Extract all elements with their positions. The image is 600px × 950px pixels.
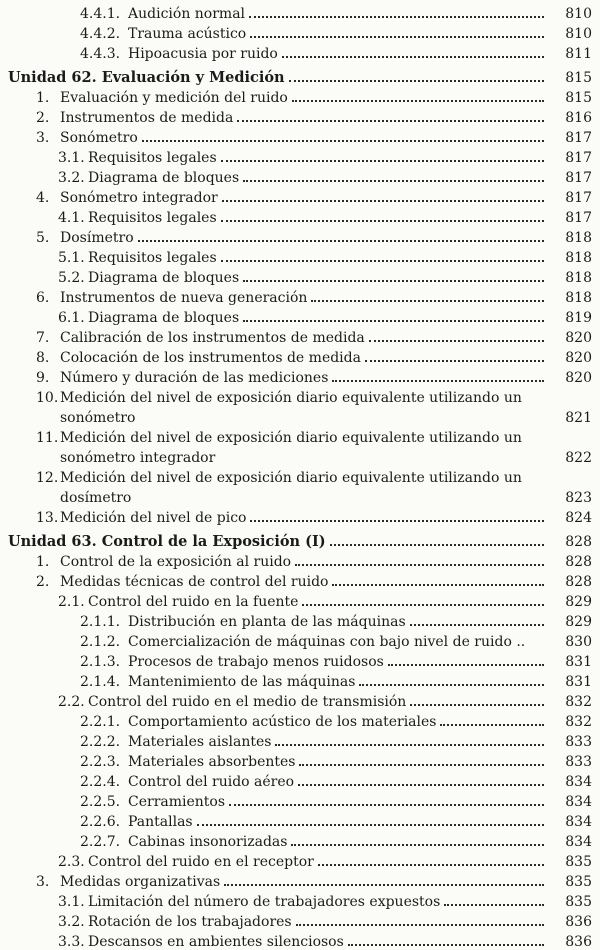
dot-leader bbox=[243, 320, 544, 322]
toc-entry-title: Evaluación y medición del ruido bbox=[60, 90, 288, 106]
toc-entry-page-number: 835 bbox=[565, 874, 592, 890]
toc-entry-title: Número y duración de las mediciones bbox=[60, 370, 329, 386]
toc-entry-page-number: 828 bbox=[565, 554, 592, 570]
toc-entry bbox=[80, 750, 592, 770]
toc-entry-page-number: 828 bbox=[565, 574, 592, 590]
toc-entry-number: 2.1.4. bbox=[80, 674, 121, 690]
toc-entry-title: Mantenimiento de las máquinas bbox=[128, 674, 356, 690]
toc-entry bbox=[36, 86, 592, 106]
toc-entry-number: 6.1. bbox=[58, 310, 85, 326]
toc-entry bbox=[36, 550, 592, 570]
toc-entry-page-number: 836 bbox=[565, 914, 592, 930]
toc-entry-continuation bbox=[60, 406, 592, 426]
toc-entry-page-number: 833 bbox=[565, 754, 592, 770]
toc-entry bbox=[80, 770, 592, 790]
toc-entry-title: Diagrama de bloques bbox=[88, 170, 240, 186]
dot-leader bbox=[237, 120, 544, 122]
toc-entry-page-number: 817 bbox=[565, 170, 592, 186]
toc-entry-page-number: 834 bbox=[565, 834, 592, 850]
toc-entry-page-number: 829 bbox=[565, 614, 592, 630]
toc-entry-title: Instrumentos de medida bbox=[60, 110, 234, 126]
toc-entry-title: Requisitos legales bbox=[88, 150, 217, 166]
toc-entry-title-continued: sonómetro integrador bbox=[60, 450, 216, 466]
toc-entry bbox=[36, 426, 592, 446]
toc-entry-page-number: 829 bbox=[565, 594, 592, 610]
toc-unit-heading bbox=[8, 66, 592, 86]
toc-entry-title: Limitación del número de trabajadores expuestos bbox=[88, 894, 441, 910]
toc-entry bbox=[36, 466, 592, 486]
toc-entry-number: 2.1.2. bbox=[80, 634, 121, 650]
toc-entry-page-number: 834 bbox=[565, 794, 592, 810]
toc-entry bbox=[80, 790, 592, 810]
toc-entry-title: Descansos en ambientes silenciosos bbox=[88, 934, 344, 950]
toc-entry-number: 2.2.6. bbox=[80, 814, 121, 830]
toc-entry-number: 3. bbox=[36, 130, 50, 146]
toc-entry bbox=[36, 366, 592, 386]
toc-entry-title: Control del ruido aéreo bbox=[128, 774, 295, 790]
dot-leader bbox=[298, 784, 544, 786]
toc-entry bbox=[36, 226, 592, 246]
toc-entry-number: 1. bbox=[36, 554, 50, 570]
toc-entry bbox=[80, 610, 592, 630]
toc-entry-title: Control de la exposición al ruido bbox=[60, 554, 292, 570]
toc-entry-title: Procesos de trabajo menos ruidosos bbox=[128, 654, 384, 670]
toc-entry-number: 6. bbox=[36, 290, 50, 306]
toc-entry-title: Control del ruido en el medio de transmisión bbox=[88, 694, 407, 710]
toc-entry bbox=[58, 890, 592, 910]
dot-leader bbox=[332, 380, 544, 382]
dot-leader bbox=[369, 340, 544, 342]
toc-entry-title: Calibración de los instrumentos de medida bbox=[60, 330, 365, 346]
toc-entry-number: 2. bbox=[36, 574, 50, 590]
toc-entry bbox=[80, 810, 592, 830]
dot-leader bbox=[289, 80, 544, 82]
toc-entry-continuation bbox=[60, 486, 592, 506]
toc-entry bbox=[80, 2, 592, 22]
toc-entry bbox=[58, 306, 592, 326]
toc-entry-title: Comportamiento acústico de los materiales bbox=[128, 714, 437, 730]
dot-leader bbox=[243, 180, 544, 182]
toc-entry-number: 2.1. bbox=[58, 594, 85, 610]
toc-entry-number: 3.2. bbox=[58, 914, 85, 930]
toc-entry-number: 4. bbox=[36, 190, 50, 206]
toc-entry-title: Requisitos legales bbox=[88, 210, 217, 226]
unit-title: Unidad 63. Control de la Exposición (I) bbox=[8, 533, 326, 550]
toc-entry-page-number: 835 bbox=[565, 854, 592, 870]
toc-entry-number: 2.2.2. bbox=[80, 734, 121, 750]
dot-leader bbox=[250, 36, 544, 38]
toc-entry-number: 7. bbox=[36, 330, 50, 346]
dot-leader bbox=[365, 360, 544, 362]
dot-leader bbox=[197, 824, 544, 826]
toc-entry-page-number: 831 bbox=[565, 674, 592, 690]
toc-entry-title: Requisitos legales bbox=[88, 250, 217, 266]
toc-entry-page-number: 810 bbox=[565, 26, 592, 42]
dot-leader bbox=[410, 624, 544, 626]
toc-entry-title: Medidas técnicas de control del ruido bbox=[60, 574, 329, 590]
toc-entry-number: 3.1. bbox=[58, 150, 85, 166]
toc-entry-number: 1. bbox=[36, 90, 50, 106]
toc-entry-title: Control del ruido en la fuente bbox=[88, 594, 299, 610]
toc-entry-title: Hipoacusia por ruido bbox=[128, 46, 278, 62]
toc-entry-page-number: 818 bbox=[565, 230, 592, 246]
toc-entry-number: 2.2.3. bbox=[80, 754, 121, 770]
toc-entry-title: Medidas organizativas bbox=[60, 874, 221, 890]
toc-entry-page-number: 831 bbox=[565, 654, 592, 670]
toc-entry-title: Medición del nivel de exposición diario equivalente utilizando un bbox=[60, 430, 522, 446]
toc-entry-page-number: 828 bbox=[565, 534, 592, 550]
toc-entry-title: Medición del nivel de exposición diario equivalente utilizando un bbox=[60, 470, 522, 486]
toc-entry-page-number: 834 bbox=[565, 814, 592, 830]
toc-entry-number: 3. bbox=[36, 874, 50, 890]
dot-leader bbox=[359, 684, 544, 686]
toc-entry-number: 2.1.1. bbox=[80, 614, 121, 630]
toc-entry-title: Materiales absorbentes bbox=[128, 754, 296, 770]
dot-leader bbox=[410, 704, 544, 706]
toc-entry-page-number: 810 bbox=[565, 6, 592, 22]
toc-entry-page-number: 823 bbox=[565, 490, 592, 506]
toc-entry-page-number: 818 bbox=[565, 290, 592, 306]
dot-leader bbox=[296, 924, 544, 926]
dot-leader bbox=[243, 280, 544, 282]
toc-entry bbox=[58, 590, 592, 610]
toc-entry-page-number: 818 bbox=[565, 250, 592, 266]
toc-entry-page-number: 820 bbox=[565, 370, 592, 386]
toc-entry-number: 2.3. bbox=[58, 854, 85, 870]
toc-entry-title: Distribución en planta de las máquinas bbox=[128, 614, 406, 630]
dot-leader bbox=[299, 764, 544, 766]
dot-leader bbox=[295, 564, 544, 566]
toc-entry bbox=[58, 206, 592, 226]
toc-entry bbox=[36, 186, 592, 206]
dot-leader bbox=[318, 864, 544, 866]
toc-entry-number: 2.2.1. bbox=[80, 714, 121, 730]
toc-entry bbox=[36, 346, 592, 366]
toc-entry-number: 4.4.3. bbox=[80, 46, 121, 62]
dot-leader bbox=[330, 544, 544, 546]
toc-entry-number: 5. bbox=[36, 230, 50, 246]
dot-leader bbox=[221, 260, 544, 262]
toc-entry-page-number: 835 bbox=[565, 894, 592, 910]
toc-entry bbox=[58, 266, 592, 286]
toc-entry-title: Rotación de los trabajadores bbox=[88, 914, 292, 930]
toc-entry bbox=[80, 22, 592, 42]
toc-entry-number: 2.2.5. bbox=[80, 794, 121, 810]
toc-entry-title: Trauma acústico bbox=[128, 26, 247, 42]
toc-entry-page-number: 817 bbox=[565, 150, 592, 166]
toc-entry-title: Sonómetro integrador bbox=[60, 190, 218, 206]
toc-entry-page-number: 815 bbox=[565, 90, 592, 106]
toc-entry bbox=[80, 670, 592, 690]
toc-entry-title: Instrumentos de nueva generación bbox=[60, 290, 308, 306]
toc-entry bbox=[58, 690, 592, 710]
toc-entry-page-number: 817 bbox=[565, 130, 592, 146]
unit-title: Unidad 62. Evaluación y Medición bbox=[8, 69, 285, 86]
dot-leader bbox=[302, 604, 544, 606]
toc-entry-title: Colocación de los instrumentos de medida bbox=[60, 350, 361, 366]
dot-leader bbox=[388, 664, 544, 666]
toc-entry-number: 2.2.7. bbox=[80, 834, 121, 850]
toc-entry-number: 2.1.3. bbox=[80, 654, 121, 670]
toc-entry-number: 5.1. bbox=[58, 250, 85, 266]
toc-entry-title: Audición normal bbox=[128, 6, 246, 22]
toc-entry-title: Medición del nivel de pico bbox=[60, 510, 247, 526]
toc-entry-page-number: 811 bbox=[565, 46, 592, 62]
toc-entry bbox=[80, 730, 592, 750]
dot-leader bbox=[292, 100, 544, 102]
dot-leader bbox=[282, 56, 544, 58]
toc-unit-heading bbox=[8, 530, 592, 550]
toc-entry-number: 3.2. bbox=[58, 170, 85, 186]
toc-entry-title: Diagrama de bloques bbox=[88, 270, 240, 286]
toc-entry-title: Comercialización de máquinas con bajo nivel de ruido .. bbox=[128, 634, 526, 650]
toc-entry bbox=[80, 650, 592, 670]
toc-entry-page-number: 816 bbox=[565, 110, 592, 126]
dot-leader bbox=[250, 520, 544, 522]
toc-entry bbox=[58, 930, 592, 950]
toc-entry-page-number: 815 bbox=[565, 70, 592, 86]
toc-entry-title: Dosímetro bbox=[60, 230, 134, 246]
toc-entry-number: 12. bbox=[36, 470, 59, 486]
toc-entry bbox=[80, 710, 592, 730]
dot-leader bbox=[311, 300, 544, 302]
toc-entry-title: Diagrama de bloques bbox=[88, 310, 240, 326]
toc-entry-page-number: 822 bbox=[565, 450, 592, 466]
toc-entry bbox=[36, 106, 592, 126]
dot-leader bbox=[138, 240, 544, 242]
toc-entry bbox=[58, 166, 592, 186]
toc-entry bbox=[80, 630, 592, 650]
dot-leader bbox=[291, 844, 544, 846]
toc-entry bbox=[58, 850, 592, 870]
toc-entry-page-number: 818 bbox=[565, 270, 592, 286]
toc-entry-title: Materiales aislantes bbox=[128, 734, 272, 750]
toc-entry-number: 13. bbox=[36, 510, 59, 526]
toc-entry-page-number: 819 bbox=[565, 310, 592, 326]
dot-leader bbox=[249, 16, 544, 18]
dot-leader bbox=[142, 140, 544, 142]
toc-entry-title-continued: sonómetro bbox=[60, 410, 136, 426]
toc-entry-number: 4.4.2. bbox=[80, 26, 121, 42]
dot-leader bbox=[444, 904, 544, 906]
toc-entry-page-number: 836 bbox=[565, 934, 592, 950]
toc-entry-number: 2.2.4. bbox=[80, 774, 121, 790]
toc-entry-page-number: 830 bbox=[565, 634, 592, 650]
dot-leader bbox=[222, 200, 544, 202]
toc-entry-page-number: 832 bbox=[565, 694, 592, 710]
toc-entry bbox=[36, 506, 592, 526]
toc-entry-continuation bbox=[60, 446, 592, 466]
toc-entry bbox=[58, 910, 592, 930]
dot-leader bbox=[332, 584, 544, 586]
toc-entry-number: 4.1. bbox=[58, 210, 85, 226]
toc-entry-page-number: 817 bbox=[565, 190, 592, 206]
toc-entry-number: 9. bbox=[36, 370, 50, 386]
toc-entry-page-number: 820 bbox=[565, 350, 592, 366]
toc-entry bbox=[80, 42, 592, 62]
dot-leader bbox=[221, 220, 544, 222]
toc-entry bbox=[58, 146, 592, 166]
dot-leader bbox=[224, 884, 544, 886]
toc-entry-page-number: 824 bbox=[565, 510, 592, 526]
toc-entry-title: Cerramientos bbox=[128, 794, 226, 810]
toc-entry-number: 5.2. bbox=[58, 270, 85, 286]
toc-entry-title: Pantallas bbox=[128, 814, 193, 830]
toc-entry bbox=[36, 870, 592, 890]
toc-entry-number: 3.1. bbox=[58, 894, 85, 910]
toc-entry bbox=[80, 830, 592, 850]
toc-entry bbox=[36, 326, 592, 346]
toc-entry-number: 10. bbox=[36, 390, 59, 406]
toc-entry-page-number: 821 bbox=[565, 410, 592, 426]
toc-entry-number: 11. bbox=[36, 430, 59, 446]
toc-entry-title: Sonómetro bbox=[60, 130, 138, 146]
toc-entry-number: 8. bbox=[36, 350, 50, 366]
toc-entry-number: 2.2. bbox=[58, 694, 85, 710]
toc-entry-title: Medición del nivel de exposición diario equivalente utilizando un bbox=[60, 390, 522, 406]
dot-leader bbox=[229, 804, 544, 806]
toc-entry bbox=[36, 570, 592, 590]
dot-leader bbox=[275, 744, 544, 746]
toc-entry bbox=[36, 126, 592, 146]
toc-entry bbox=[36, 286, 592, 306]
toc-entry bbox=[36, 386, 592, 406]
toc-entry-page-number: 820 bbox=[565, 330, 592, 346]
dot-leader bbox=[440, 724, 544, 726]
toc-entry-page-number: 833 bbox=[565, 734, 592, 750]
toc-entry-page-number: 832 bbox=[565, 714, 592, 730]
dot-leader bbox=[221, 160, 544, 162]
toc-entry-title: Control del ruido en el receptor bbox=[88, 854, 314, 870]
toc-entry-page-number: 834 bbox=[565, 774, 592, 790]
toc-entry-page-number: 817 bbox=[565, 210, 592, 226]
toc-entry-title: Cabinas insonorizadas bbox=[128, 834, 288, 850]
toc-entry-number: 4.4.1. bbox=[80, 6, 121, 22]
dot-leader bbox=[348, 944, 544, 946]
toc-entry-number: 3.3. bbox=[58, 934, 85, 950]
toc-entry-title-continued: dosímetro bbox=[60, 490, 132, 506]
toc-entry-number: 2. bbox=[36, 110, 50, 126]
toc-entry bbox=[58, 246, 592, 266]
